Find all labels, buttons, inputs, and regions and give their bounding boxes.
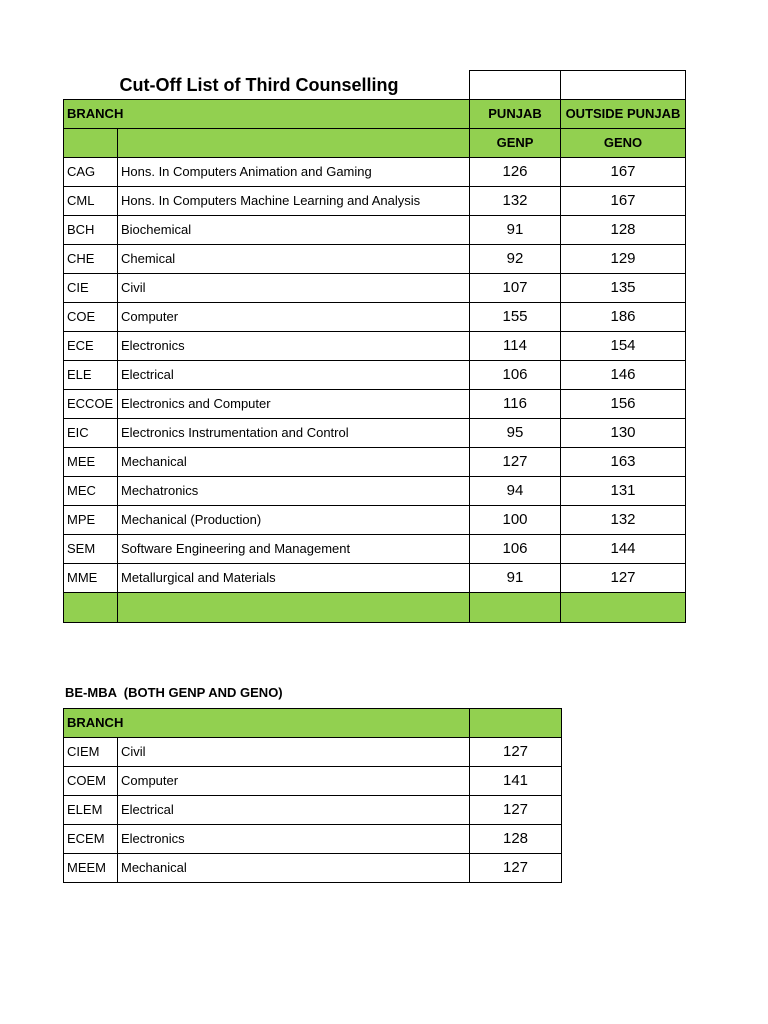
empty-cell: [118, 129, 470, 158]
geno-value: 127: [561, 564, 686, 593]
branch-code: CML: [64, 187, 118, 216]
geno-value: 156: [561, 390, 686, 419]
geno-value: 129: [561, 245, 686, 274]
branch-code: SEM: [64, 535, 118, 564]
cutoff-value: 141: [470, 767, 562, 796]
branch-code: COEM: [64, 767, 118, 796]
branch-name: Electronics: [118, 825, 470, 854]
mba-table: [63, 708, 562, 883]
genp-value: 100: [470, 506, 561, 535]
table-row: [64, 303, 686, 332]
table-row: [64, 767, 562, 796]
branch-header: BRANCH: [64, 100, 470, 129]
table-row: [64, 477, 686, 506]
empty-cell: [470, 593, 561, 623]
table-row: [64, 274, 686, 303]
table-row: [64, 245, 686, 274]
table-row: [64, 448, 686, 477]
genp-value: 106: [470, 361, 561, 390]
branch-code: COE: [64, 303, 118, 332]
branch-code: ECCOE: [64, 390, 118, 419]
outside-punjab-header: OUTSIDE PUNJAB: [561, 100, 686, 129]
branch-name: Computer: [118, 303, 470, 332]
geno-value: 167: [561, 187, 686, 216]
branch-name: Mechanical (Production): [118, 506, 470, 535]
cutoff-value: 128: [470, 825, 562, 854]
branch-code: MEC: [64, 477, 118, 506]
branch-code: MME: [64, 564, 118, 593]
geno-value: 163: [561, 448, 686, 477]
branch-code: MEEM: [64, 854, 118, 883]
branch-code: ECEM: [64, 825, 118, 854]
genp-value: 91: [470, 564, 561, 593]
branch-code: CIEM: [64, 738, 118, 767]
table-row: [64, 854, 562, 883]
mba-header-row: [64, 709, 562, 738]
table-row: [64, 158, 686, 187]
header-row: [64, 100, 686, 129]
branch-name: Hons. In Computers Machine Learning and Analysis: [118, 187, 470, 216]
branch-name: Civil: [118, 738, 470, 767]
cutoff-value: 127: [470, 854, 562, 883]
branch-code: MPE: [64, 506, 118, 535]
branch-code: CIE: [64, 274, 118, 303]
page-title: Cut-Off List of Third Counselling: [64, 71, 470, 100]
empty-header-cell: [470, 71, 561, 100]
genp-value: 94: [470, 477, 561, 506]
branch-name: Software Engineering and Management: [118, 535, 470, 564]
empty-cell: [64, 593, 118, 623]
branch-code: CHE: [64, 245, 118, 274]
empty-cell: [64, 129, 118, 158]
geno-value: 128: [561, 216, 686, 245]
empty-cell: [118, 593, 470, 623]
table-row: [64, 825, 562, 854]
branch-code: ELE: [64, 361, 118, 390]
branch-name: Electronics Instrumentation and Control: [118, 419, 470, 448]
branch-name: Mechanical: [118, 854, 470, 883]
cutoff-value: 127: [470, 738, 562, 767]
genp-value: 126: [470, 158, 561, 187]
geno-value: 131: [561, 477, 686, 506]
genp-value: 107: [470, 274, 561, 303]
table-row: [64, 390, 686, 419]
table-row: [64, 187, 686, 216]
branch-name: Electrical: [118, 361, 470, 390]
branch-name: Metallurgical and Materials: [118, 564, 470, 593]
branch-name: Biochemical: [118, 216, 470, 245]
empty-header-cell: [561, 71, 686, 100]
branch-code: ELEM: [64, 796, 118, 825]
branch-name: Electronics and Computer: [118, 390, 470, 419]
geno-value: 186: [561, 303, 686, 332]
table-row: [64, 535, 686, 564]
cutoff-table: [63, 70, 686, 623]
branch-name: Hons. In Computers Animation and Gaming: [118, 158, 470, 187]
table-row: [64, 419, 686, 448]
geno-value: 167: [561, 158, 686, 187]
table-row: [64, 361, 686, 390]
branch-code: ECE: [64, 332, 118, 361]
genp-value: 114: [470, 332, 561, 361]
mba-heading: BE-MBA (BOTH GENP AND GENO): [65, 685, 283, 700]
branch-code: BCH: [64, 216, 118, 245]
table-row: [64, 738, 562, 767]
geno-value: 130: [561, 419, 686, 448]
genp-value: 95: [470, 419, 561, 448]
branch-name: Mechatronics: [118, 477, 470, 506]
subheader-row: [64, 129, 686, 158]
branch-code: MEE: [64, 448, 118, 477]
empty-cell: [470, 709, 562, 738]
geno-value: 144: [561, 535, 686, 564]
branch-name: Mechanical: [118, 448, 470, 477]
genp-value: 116: [470, 390, 561, 419]
table-row: [64, 216, 686, 245]
geno-value: 154: [561, 332, 686, 361]
table-row: [64, 332, 686, 361]
branch-name: Computer: [118, 767, 470, 796]
geno-value: 132: [561, 506, 686, 535]
geno-header: GENO: [561, 129, 686, 158]
genp-value: 127: [470, 448, 561, 477]
mba-branch-header: BRANCH: [64, 709, 470, 738]
branch-name: Chemical: [118, 245, 470, 274]
branch-name: Electronics: [118, 332, 470, 361]
footer-row: [64, 593, 686, 623]
genp-value: 155: [470, 303, 561, 332]
title-row: [64, 71, 686, 100]
cutoff-value: 127: [470, 796, 562, 825]
punjab-header: PUNJAB: [470, 100, 561, 129]
branch-name: Electrical: [118, 796, 470, 825]
genp-header: GENP: [470, 129, 561, 158]
table-row: [64, 796, 562, 825]
genp-value: 106: [470, 535, 561, 564]
geno-value: 146: [561, 361, 686, 390]
geno-value: 135: [561, 274, 686, 303]
table-row: [64, 564, 686, 593]
branch-code: CAG: [64, 158, 118, 187]
empty-cell: [561, 593, 686, 623]
genp-value: 92: [470, 245, 561, 274]
branch-name: Civil: [118, 274, 470, 303]
branch-code: EIC: [64, 419, 118, 448]
genp-value: 91: [470, 216, 561, 245]
genp-value: 132: [470, 187, 561, 216]
table-row: [64, 506, 686, 535]
